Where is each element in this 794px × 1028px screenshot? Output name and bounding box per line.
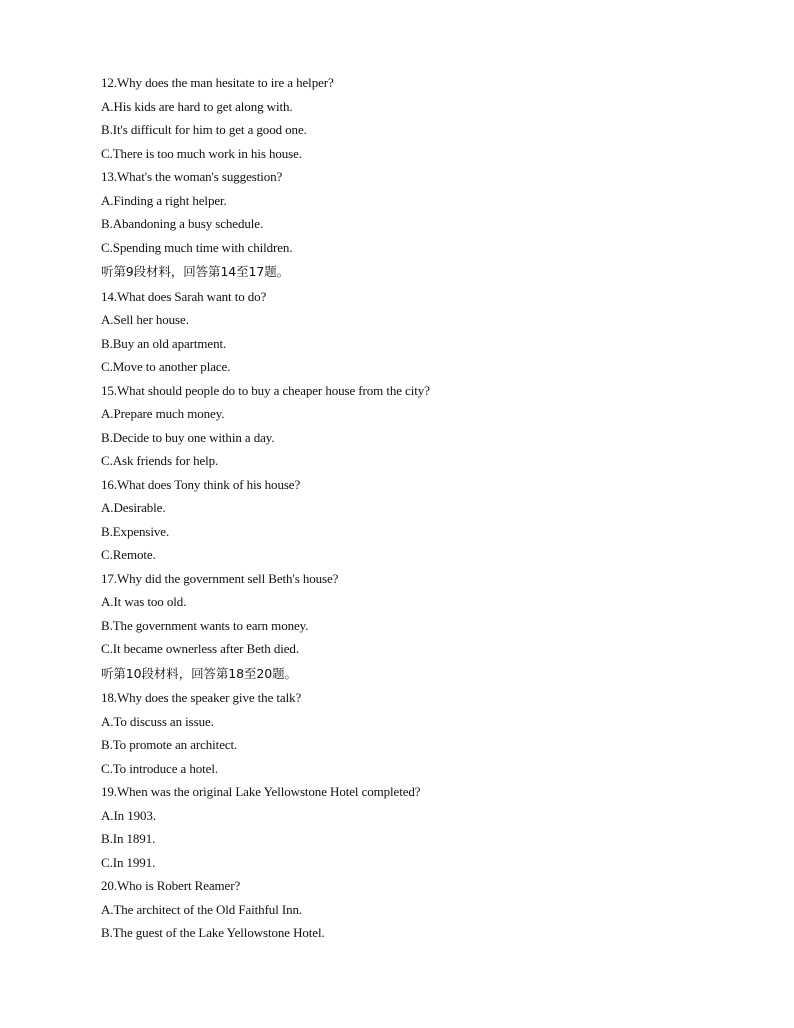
answer-option: A.Prepare much money. xyxy=(101,406,225,421)
answer-option: B.Expensive. xyxy=(101,523,170,539)
question-stem: 19.When was the original Lake Yellowstone Hotel completed? xyxy=(101,784,421,799)
answer-option: A.Desirable. xyxy=(101,500,166,515)
answer-option: C.There is too much work in his house. xyxy=(101,145,302,161)
answer-option: C.Spending much time with children. xyxy=(101,239,293,255)
question-stem: 12.Why does the man hesitate to ire a helper? xyxy=(101,75,334,90)
answer-option: A.It was too old. xyxy=(101,594,187,609)
question-stem: 18.Why does the speaker give the talk? xyxy=(101,690,302,705)
section-instruction: 听第10段材料，回答第18至20题。 xyxy=(101,665,297,681)
answer-option: A.In 1903. xyxy=(101,807,156,823)
answer-option: C.It became ownerless after Beth died. xyxy=(101,641,299,656)
answer-option: B.In 1891. xyxy=(101,831,156,846)
answer-option: A.Finding a right helper. xyxy=(101,192,227,208)
answer-option: C.Move to another place. xyxy=(101,359,231,374)
answer-option: B.It's difficult for him to get a good one. xyxy=(101,122,307,137)
answer-option: B.The guest of the Lake Yellowstone Hotel. xyxy=(101,925,325,940)
question-stem: 16.What does Tony think of his house? xyxy=(101,476,301,492)
question-stem: 17.Why did the government sell Beth's house? xyxy=(101,570,339,586)
answer-option: C.Ask friends for help. xyxy=(101,453,219,468)
question-stem: 14.What does Sarah want to do? xyxy=(101,288,267,304)
answer-option: A.The architect of the Old Faithful Inn. xyxy=(101,901,303,917)
answer-option: C.In 1991. xyxy=(101,854,156,870)
answer-option: C.To introduce a hotel. xyxy=(101,760,219,776)
question-stem: 20.Who is Robert Reamer? xyxy=(101,878,241,893)
section-instruction: 听第9段材料，回答第14至17题。 xyxy=(101,264,290,279)
answer-option: B.Abandoning a busy schedule. xyxy=(101,216,264,231)
answer-option: B.Buy an old apartment. xyxy=(101,335,227,351)
question-stem: 15.What should people do to buy a cheaper house from the city? xyxy=(101,382,430,398)
answer-option: B.The government wants to earn money. xyxy=(101,617,309,633)
question-stem: 13.What's the woman's suggestion? xyxy=(101,169,283,184)
answer-option: B.Decide to buy one within a day. xyxy=(101,429,275,445)
answer-option: A.To discuss an issue. xyxy=(101,713,214,729)
answer-option: A.His kids are hard to get along with. xyxy=(101,98,293,114)
question-list xyxy=(101,71,741,945)
answer-option: B.To promote an architect. xyxy=(101,737,238,752)
answer-option: C.Remote. xyxy=(101,547,156,562)
answer-option: A.Sell her house. xyxy=(101,312,189,327)
